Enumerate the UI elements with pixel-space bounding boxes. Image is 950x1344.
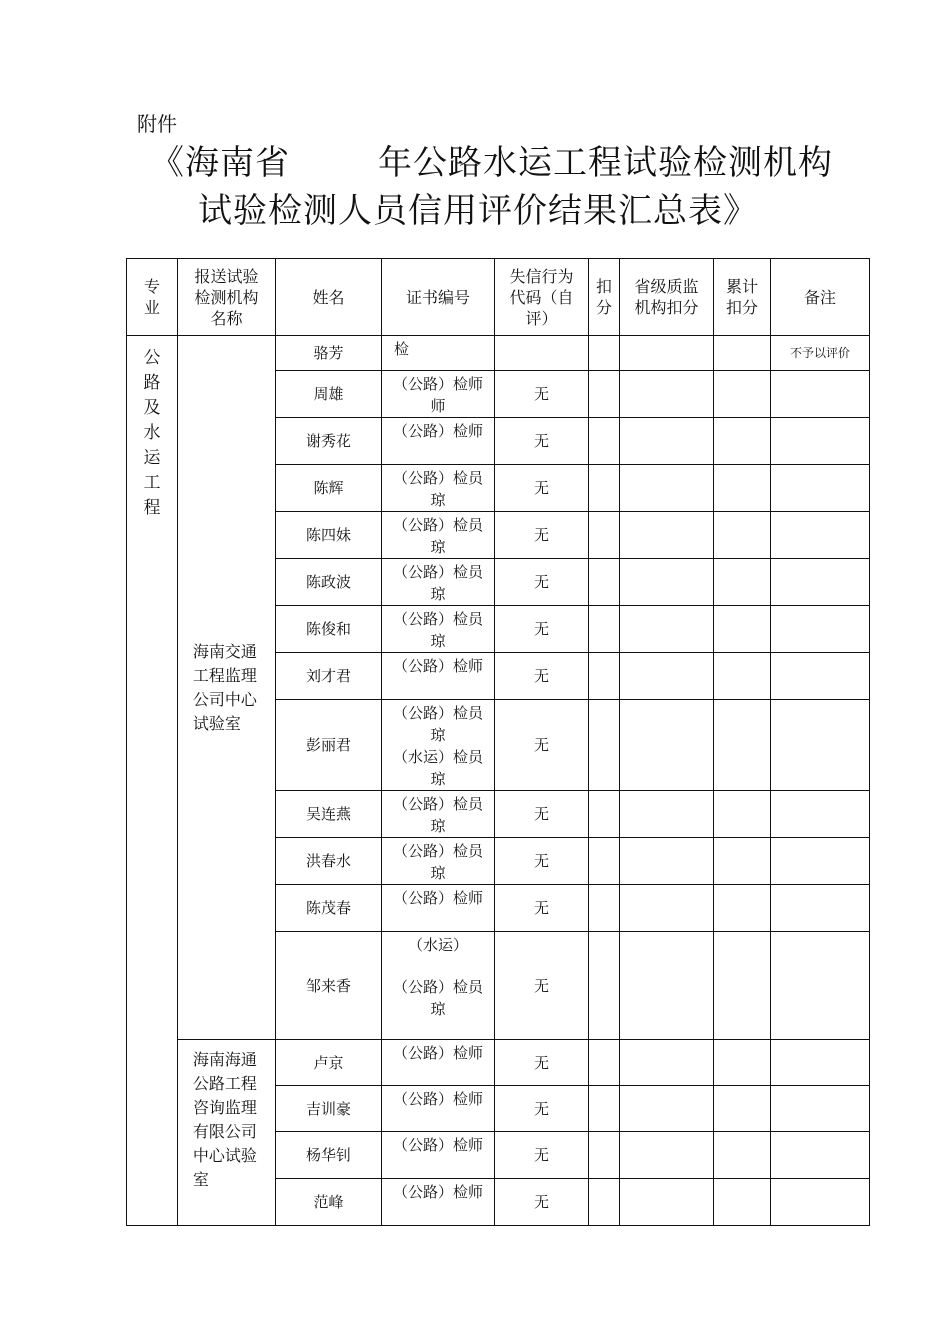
total-cell [714, 371, 771, 418]
deduct-cell [589, 1086, 620, 1132]
cert-line: 琼 [430, 491, 446, 509]
total-cell [714, 512, 771, 559]
deduct-cell [589, 371, 620, 418]
cert-cell [382, 932, 495, 1040]
prov-cell [620, 1086, 714, 1132]
name-cell: 骆芳 [276, 336, 382, 371]
note-cell [771, 1132, 870, 1179]
cert-cell [382, 700, 495, 791]
deduct-cell [589, 512, 620, 559]
prov-cell [620, 838, 714, 885]
deduct-cell [589, 1040, 620, 1086]
cert-line: 琼 [430, 1000, 446, 1018]
note-cell [771, 1086, 870, 1132]
name-cell: 刘才君 [276, 653, 382, 700]
deduct-cell [589, 336, 620, 371]
cert-line: 琼 [430, 770, 446, 788]
code-cell: 无 [495, 418, 589, 465]
header-cert: 证书编号 [382, 259, 495, 336]
prov-cell [620, 418, 714, 465]
cert-line: 师 [430, 397, 446, 415]
cert-cell [382, 512, 495, 559]
name-cell: 陈辉 [276, 465, 382, 512]
title-part-2: 年公路水运工程试验检测机构 [378, 143, 833, 183]
cert-line: （公路）检师 [392, 657, 483, 675]
header-prov: 省级质监机构扣分 [620, 259, 714, 336]
code-cell: 无 [495, 606, 589, 653]
cert-line: （公路）检员 [392, 978, 483, 996]
cert-line [384, 956, 492, 976]
note-cell [771, 512, 870, 559]
table-header-row [127, 259, 870, 336]
deduct-cell [589, 1132, 620, 1179]
code-cell: 无 [495, 559, 589, 606]
total-cell [714, 606, 771, 653]
prov-cell [620, 606, 714, 653]
cert-line: （公路）检师 [392, 1044, 483, 1062]
org-cell: 海南交通工程监理公司中心试验室 [178, 336, 276, 1040]
header-major: 专业 [127, 259, 178, 336]
note-cell [771, 418, 870, 465]
name-cell: 陈政波 [276, 559, 382, 606]
total-cell [714, 932, 771, 1040]
prov-cell [620, 700, 714, 791]
cert-line: （公路）检师 [392, 1090, 483, 1108]
total-cell [714, 791, 771, 838]
cert-line: （公路）检师 [392, 1183, 483, 1201]
note-cell [771, 371, 870, 418]
prov-cell [620, 1132, 714, 1179]
name-cell: 卢京 [276, 1040, 382, 1086]
cert-line: （水运） [407, 936, 468, 954]
cert-line: （公路）检员 [392, 842, 483, 860]
deduct-cell [589, 838, 620, 885]
name-cell: 陈茂春 [276, 885, 382, 932]
name-cell: 吴连燕 [276, 791, 382, 838]
prov-cell [620, 885, 714, 932]
cert-cell [382, 418, 495, 465]
cert-cell [382, 559, 495, 606]
code-cell: 无 [495, 932, 589, 1040]
total-cell [714, 1040, 771, 1086]
cert-line: （公路）检师 [392, 422, 483, 440]
cert-line: （公路）检师 [392, 1136, 483, 1154]
code-cell: 无 [495, 512, 589, 559]
cert-line: （公路）检师 [392, 889, 483, 907]
cert-cell [382, 1132, 495, 1179]
header-note: 备注 [771, 259, 870, 336]
deduct-cell [589, 700, 620, 791]
code-cell: 无 [495, 371, 589, 418]
total-cell [714, 465, 771, 512]
header-total: 累计扣分 [714, 259, 771, 336]
prov-cell [620, 1040, 714, 1086]
header-code: 失信行为代码（自评） [495, 259, 589, 336]
prov-cell [620, 512, 714, 559]
cert-line: （公路）检员 [392, 469, 483, 487]
note-cell [771, 838, 870, 885]
prov-cell [620, 791, 714, 838]
note-cell: 不予以评价 [771, 336, 870, 371]
cert-cell [382, 1040, 495, 1086]
attachment-label: 附件 [137, 112, 177, 136]
prov-cell [620, 465, 714, 512]
total-cell [714, 1179, 771, 1226]
code-cell: 无 [495, 1179, 589, 1226]
cert-line: 琼 [430, 817, 446, 835]
code-cell: 无 [495, 838, 589, 885]
prov-cell [620, 559, 714, 606]
prov-cell [620, 932, 714, 1040]
cert-line: （公路）检员 [392, 610, 483, 628]
deduct-cell [589, 606, 620, 653]
name-cell: 范峰 [276, 1179, 382, 1226]
title-line-1 [150, 135, 833, 184]
cert-line: 琼 [430, 726, 446, 744]
note-cell [771, 559, 870, 606]
cert-cell [382, 1179, 495, 1226]
cert-cell [382, 791, 495, 838]
name-cell: 陈俊和 [276, 606, 382, 653]
title-line-2: 试验检测人员信用评价结果汇总表》 [198, 191, 758, 231]
note-cell [771, 606, 870, 653]
name-cell: 吉训豪 [276, 1086, 382, 1132]
total-cell [714, 653, 771, 700]
total-cell [714, 336, 771, 371]
cert-line: 琼 [430, 585, 446, 603]
cert-line: （水运）检员 [392, 748, 483, 766]
cert-line: （公路）检员 [392, 516, 483, 534]
total-cell [714, 885, 771, 932]
code-cell: 无 [495, 1132, 589, 1179]
note-cell [771, 1040, 870, 1086]
cert-cell [382, 336, 495, 371]
note-cell [771, 653, 870, 700]
prov-cell [620, 1179, 714, 1226]
header-name: 姓名 [276, 259, 382, 336]
deduct-cell [589, 653, 620, 700]
prov-cell [620, 371, 714, 418]
cert-line: （公路）检员 [392, 795, 483, 813]
table-row [127, 1040, 870, 1086]
prov-cell [620, 336, 714, 371]
cert-line: 琼 [430, 632, 446, 650]
cert-line: （公路）检员 [392, 563, 483, 581]
name-cell: 邹来香 [276, 932, 382, 1040]
cert-cell [382, 885, 495, 932]
header-org: 报送试验检测机构名称 [178, 259, 276, 336]
total-cell [714, 1086, 771, 1132]
total-cell [714, 559, 771, 606]
header-deduct: 扣分 [589, 259, 620, 336]
deduct-cell [589, 791, 620, 838]
name-cell: 谢秀花 [276, 418, 382, 465]
name-cell: 杨华钊 [276, 1132, 382, 1179]
code-cell: 无 [495, 791, 589, 838]
cert-line: （公路）检员 [392, 704, 483, 722]
cert-cell [382, 606, 495, 653]
code-cell: 无 [495, 700, 589, 791]
name-cell: 彭丽君 [276, 700, 382, 791]
cert-cell [382, 653, 495, 700]
table-row [127, 336, 870, 371]
deduct-cell [589, 418, 620, 465]
cert-cell [382, 465, 495, 512]
note-cell [771, 885, 870, 932]
code-cell: 无 [495, 653, 589, 700]
cert-line: 琼 [430, 538, 446, 556]
org-cell: 海南海通公路工程咨询监理有限公司中心试验室 [178, 1040, 276, 1226]
note-cell [771, 700, 870, 791]
deduct-cell [589, 1179, 620, 1226]
cert-cell [382, 371, 495, 418]
code-cell: 无 [495, 1040, 589, 1086]
note-cell [771, 791, 870, 838]
code-cell [495, 336, 589, 371]
cert-cell [382, 838, 495, 885]
name-cell: 陈四妹 [276, 512, 382, 559]
cert-line: 琼 [430, 864, 446, 882]
total-cell [714, 838, 771, 885]
total-cell [714, 418, 771, 465]
deduct-cell [589, 932, 620, 1040]
note-cell [771, 1179, 870, 1226]
credit-evaluation-table [126, 258, 870, 1226]
name-cell: 洪春水 [276, 838, 382, 885]
prov-cell [620, 653, 714, 700]
cert-cell [382, 1086, 495, 1132]
note-cell [771, 465, 870, 512]
deduct-cell [589, 465, 620, 512]
cert-line: 检 [394, 340, 410, 358]
cert-line: （公路）检师 [392, 375, 483, 393]
code-cell: 无 [495, 885, 589, 932]
major-cell: 公路及水运工程 [127, 336, 178, 1226]
total-cell [714, 1132, 771, 1179]
name-cell: 周雄 [276, 371, 382, 418]
deduct-cell [589, 885, 620, 932]
code-cell: 无 [495, 1086, 589, 1132]
total-cell [714, 700, 771, 791]
code-cell: 无 [495, 465, 589, 512]
deduct-cell [589, 559, 620, 606]
note-cell [771, 932, 870, 1040]
title-part-1: 《海南省 [150, 143, 290, 183]
